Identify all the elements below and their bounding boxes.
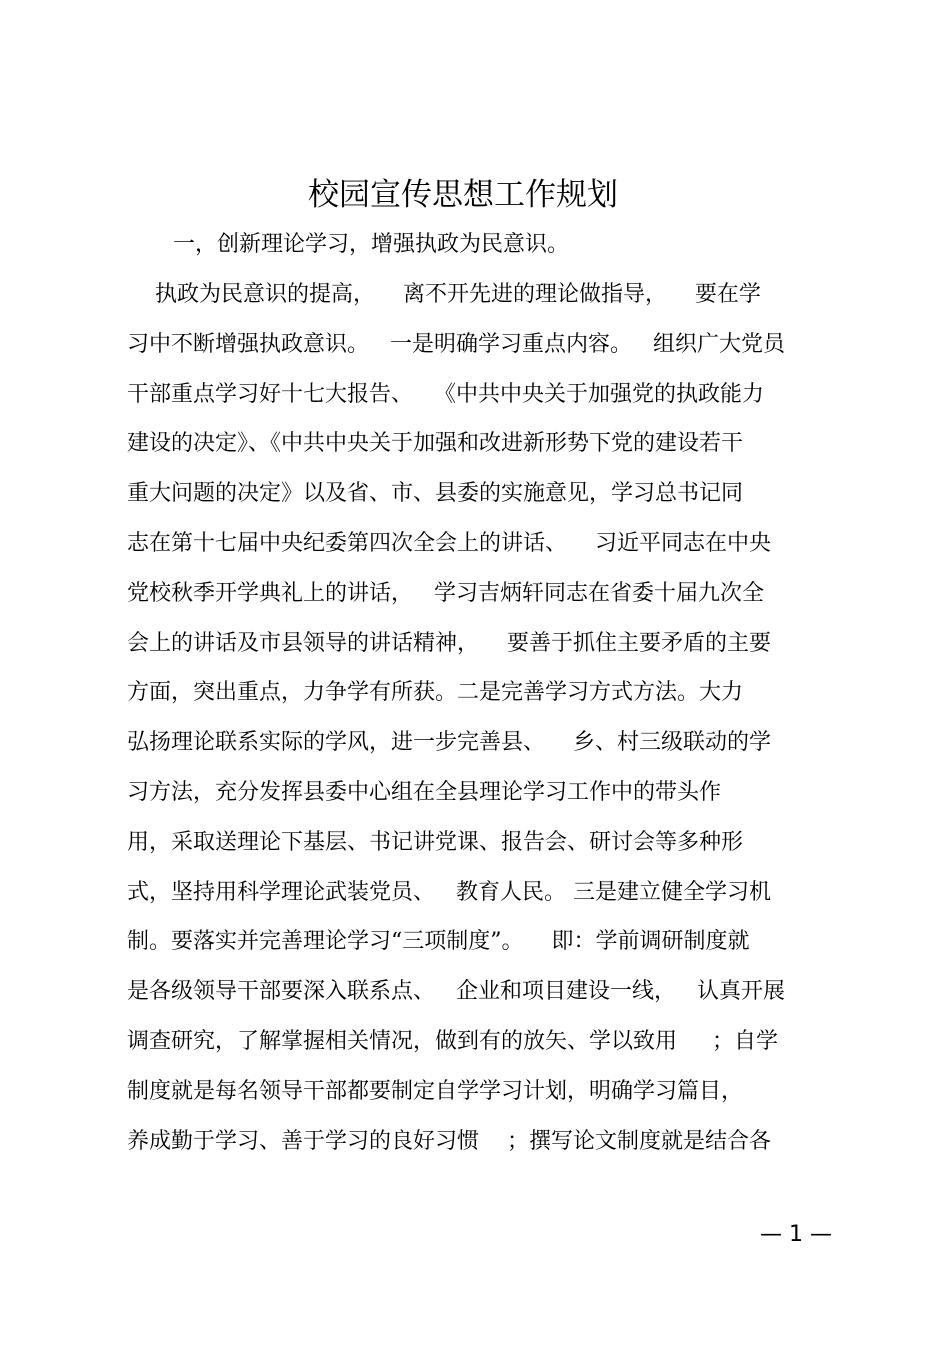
text-line: 会上的讲话及市县领导的讲话精神， 要善于抓住主要矛盾的主要 (127, 630, 771, 656)
text-line: 习方法，充分发挥县委中心组在全县理论学习工作中的带头作 (127, 779, 722, 805)
body-text (127, 275, 847, 1171)
text-line: 是各级领导干部要深入联系点、 企业和项目建设一线， 认真开展 (127, 979, 785, 1005)
page-number: — 1 — (760, 1222, 832, 1247)
text-line: 养成勤于学习、善于学习的良好习惯 ；撰写论文制度就是结合各 (127, 1128, 771, 1154)
text-line: 执政为民意识的提高， 离不开先进的理论做指导， 要在学 (127, 282, 761, 307)
text-line: 干部重点学习好十七大报告、 《中共中央关于加强党的执政能力 (127, 381, 764, 407)
text-line: 弘扬理论联系实际的学风，进一步完善县、 乡、村三级联动的学 (127, 730, 771, 756)
text-line: 制度就是每名领导干部都要制定自学学习计划，明确学习篇目， (127, 1078, 744, 1104)
text-line: 习中不断增强执政意识。 一是明确学习重点内容。 组织广大党员 (127, 331, 785, 357)
document-title: 校园宣传思想工作规划 (308, 177, 618, 213)
text-line: 制。要落实并完善理论学习“三项制度”。 即：学前调研制度就 (127, 929, 750, 955)
text-line: 调查研究，了解掌握相关情况，做到有的放矢、学以致用 ；自学 (127, 1028, 778, 1054)
text-line: 志在第十七届中央纪委第四次全会上的讲话、 习近平同志在中央 (127, 530, 771, 556)
text-line: 党校秋季开学典礼上的讲话， 学习吉炳轩同志在省委十届九次全 (127, 580, 764, 606)
text-line: 建设的决定》、《中共中央关于加强和改进新形势下党的建设若干 (127, 431, 744, 457)
text-line: 用，采取送理论下基层、书记讲党课、报告会、研讨会等多种形 (127, 829, 744, 855)
section-heading: 一，创新理论学习，增强执政为民意识。 (173, 232, 570, 257)
text-line: 方面，突出重点，力争学有所获。二是完善学习方式方法。大力 (127, 680, 744, 706)
text-line: 式，坚持用科学理论武装党员、 教育人民。 三是建立健全学习机 (127, 879, 771, 905)
text-line: 重大问题的决定》以及省、市、县委的实施意见，学习总书记同 (127, 481, 744, 507)
